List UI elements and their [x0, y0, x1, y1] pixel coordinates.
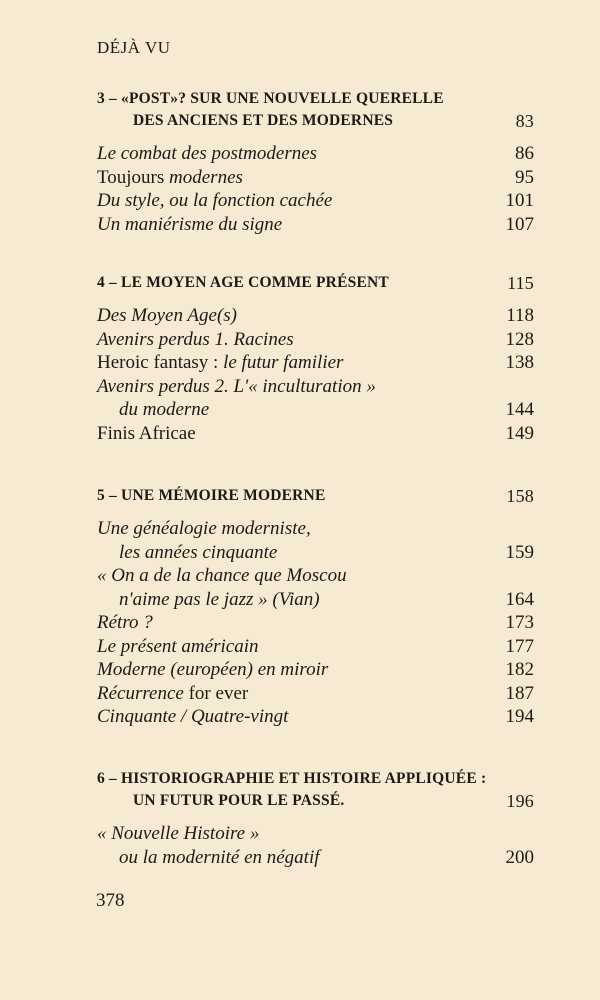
entry-page-number: 182: [505, 659, 534, 680]
toc-entry: [97, 351, 534, 375]
entry-title-segment: Du style, ou la fonction cachée: [97, 190, 333, 211]
chapter-heading: [97, 110, 534, 132]
entry-title: [97, 328, 294, 352]
entry-page-number: 149: [505, 422, 534, 444]
chapter-page-number: 158: [506, 486, 534, 506]
chapter-page-number: 115: [507, 273, 534, 293]
toc-entry: [97, 375, 534, 399]
entry-title-segment: Moderne (européen) en miroir: [97, 659, 329, 680]
toc-entry: [97, 166, 534, 190]
chapter-heading-text: 4 – LE MOYEN AGE COMME PRÉSENT: [97, 274, 389, 291]
chapter-heading: [97, 88, 534, 110]
entry-list: [97, 517, 534, 729]
chapter-heading-text: 6 – HISTORIOGRAPHIE ET HISTOIRE APPLIQUÉE :: [97, 770, 487, 787]
entry-title-segment: Avenirs perdus 1. Racines: [97, 328, 294, 350]
entry-page-number: 173: [505, 612, 534, 633]
entry-title: [97, 564, 347, 588]
entry-list: [97, 822, 534, 869]
chapter-6: [97, 768, 534, 869]
chapter-heading-text: UN FUTUR POUR LE PASSÉ.: [133, 792, 345, 809]
toc-entry: [97, 517, 534, 541]
entry-title-segment: ou la modernité en négatif: [119, 846, 320, 868]
toc-entry: [97, 422, 534, 446]
chapter-page-number: 83: [515, 111, 534, 131]
entry-title: [97, 705, 288, 729]
entry-title: [97, 422, 196, 446]
toc-entry: [97, 822, 534, 846]
entry-title-segment: Rétro ?: [97, 612, 153, 633]
entry-title-segment: « On a de la chance que Moscou: [97, 565, 347, 586]
toc-entry: [97, 611, 534, 635]
entry-page-number: 118: [506, 305, 534, 326]
entry-page-number: 128: [505, 328, 534, 350]
chapter-heading: [97, 485, 534, 507]
chapter-5: [97, 485, 534, 729]
entry-title: [97, 611, 153, 635]
toc-entry: [97, 398, 534, 422]
entry-page-number: 194: [505, 706, 534, 727]
chapter-heading-text: 3 – «POST»? SUR UNE NOUVELLE QUERELLE: [97, 90, 444, 107]
entry-title-segment: les années cinquante: [119, 541, 278, 563]
entry-title-segment: Avenirs perdus 2. L'« inculturation »: [97, 375, 376, 397]
entry-title: [97, 398, 209, 422]
toc-entry: [97, 846, 534, 870]
running-head: DÉJÀ VU: [97, 38, 171, 57]
entry-title: [97, 213, 282, 237]
entry-title: [97, 517, 311, 541]
entry-title-segment: Une généalogie moderniste,: [97, 518, 311, 539]
entry-page-number: 107: [505, 213, 534, 235]
entry-title-segment: Des Moyen Age(s): [97, 305, 237, 326]
entry-title: [97, 635, 258, 659]
entry-title: [97, 351, 343, 375]
entry-title: [97, 142, 317, 166]
entry-title-segment: for ever: [183, 682, 249, 704]
entry-page-number: 95: [515, 166, 534, 188]
entry-list: [97, 304, 534, 445]
toc-entry: [97, 541, 534, 565]
entry-title: [97, 375, 376, 399]
entry-title-segment: Récurrence: [97, 682, 184, 704]
entry-title: [97, 822, 259, 846]
entry-title: [97, 682, 248, 706]
entry-page-number: 164: [505, 588, 534, 610]
chapter-heading: [97, 768, 534, 790]
chapter-heading: [97, 272, 534, 294]
entry-title-segment: Le présent américain: [97, 635, 259, 657]
entry-title-segment: modernes: [169, 166, 243, 188]
entry-title-segment: du moderne: [119, 399, 210, 420]
toc-entry: [97, 682, 534, 706]
entry-page-number: 187: [505, 682, 534, 704]
toc-entry: [97, 658, 534, 682]
entry-title: [97, 846, 320, 870]
entry-title-segment: Un maniérisme du signe: [97, 213, 283, 235]
toc-entry: [97, 142, 534, 166]
entry-title-segment: le futur familier: [223, 352, 344, 373]
entry-list: [97, 142, 534, 236]
entry-page-number: 138: [505, 352, 534, 373]
toc-entry: [97, 588, 534, 612]
page-number: 378: [96, 890, 125, 911]
entry-title: [97, 166, 243, 190]
entry-title-segment: Toujours: [97, 166, 170, 188]
entry-page-number: 101: [505, 190, 534, 211]
chapter-heading: [97, 790, 534, 812]
entry-title-segment: Heroic fantasy :: [97, 352, 224, 373]
entry-title-segment: n'aime pas le jazz » (Vian): [119, 588, 320, 610]
entry-page-number: 177: [505, 635, 534, 657]
entry-title: [97, 304, 237, 328]
entry-title: [97, 541, 277, 565]
toc-entry: [97, 564, 534, 588]
entry-title-segment: Cinquante / Quatre-vingt: [97, 706, 289, 727]
entry-title: [97, 189, 332, 213]
entry-page-number: 200: [505, 846, 534, 868]
entry-title-segment: Finis Africae: [97, 422, 196, 444]
entry-page-number: 86: [515, 143, 534, 164]
entry-page-number: 144: [505, 399, 534, 420]
toc-entry: [97, 213, 534, 237]
entry-title-segment: « Nouvelle Histoire »: [97, 823, 260, 844]
chapter-heading-text: 5 – UNE MÉMOIRE MODERNE: [97, 487, 326, 504]
chapter-3: [97, 88, 534, 236]
toc-entry: [97, 328, 534, 352]
entry-title: [97, 658, 328, 682]
entry-title-segment: Le combat des postmodernes: [97, 143, 318, 164]
entry-title: [97, 588, 320, 612]
chapter-page-number: 196: [506, 791, 534, 811]
chapter-4: [97, 272, 534, 445]
toc-entry: [97, 304, 534, 328]
toc-entry: [97, 705, 534, 729]
toc-entry: [97, 189, 534, 213]
toc-entry: [97, 635, 534, 659]
chapter-heading-text: DES ANCIENS ET DES MODERNES: [133, 112, 394, 129]
entry-page-number: 159: [505, 541, 534, 563]
